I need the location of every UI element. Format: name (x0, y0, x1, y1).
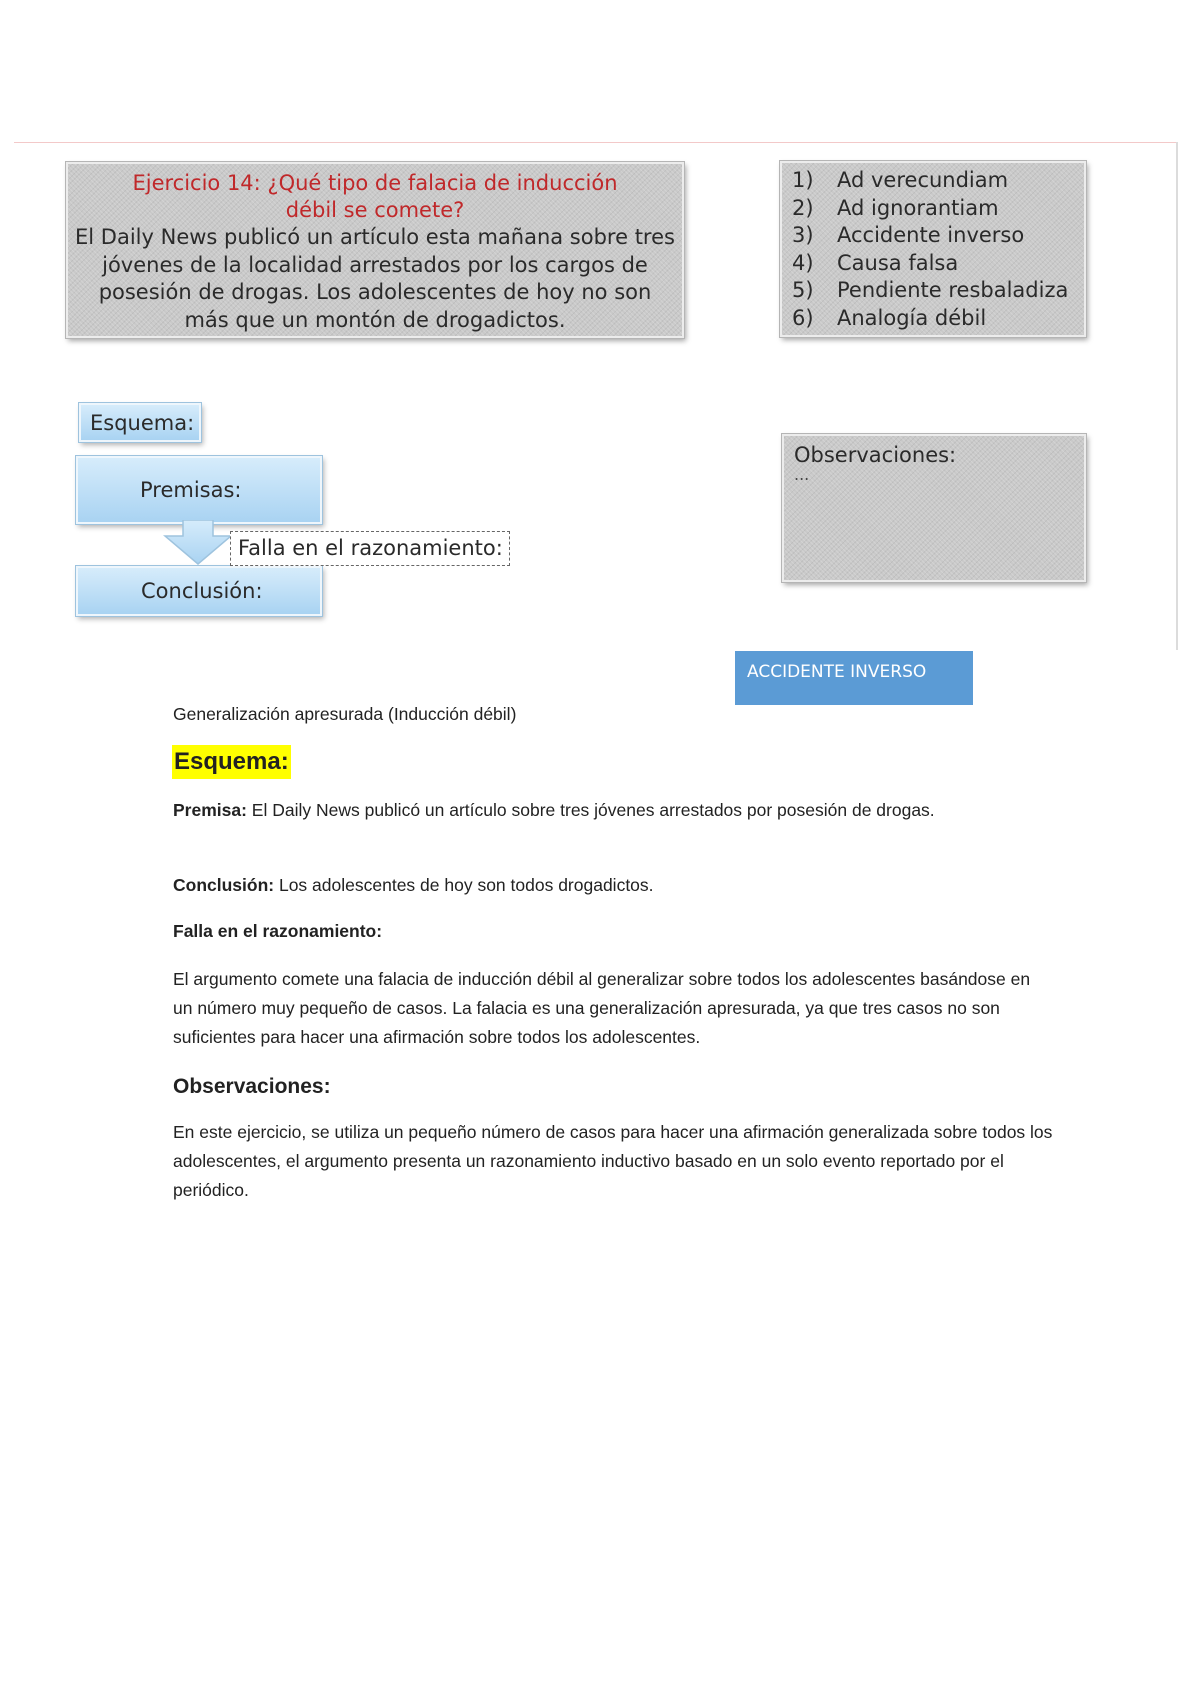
falla-heading: Falla en el razonamiento: (173, 921, 383, 941)
esquema-heading: Esquema: (172, 745, 291, 779)
observaciones-label: Observaciones: (794, 443, 957, 467)
observaciones-paragraph: En este ejercicio, se utiliza un pequeño número de casos para hacer una afirmación generalizada sobre todos los adolescentes, el argumento presenta un razonamiento inductivo basado en un solo evento reportado por el periódico. (173, 1122, 1053, 1200)
options-box (780, 161, 1086, 337)
falla-box: Falla en el razonamiento: (230, 531, 510, 566)
option-number: 6) (792, 305, 814, 330)
option-number: 1) (792, 168, 814, 192)
option-number: 3) (792, 223, 814, 247)
exercise-box (66, 162, 684, 338)
conclusion-text: Los adolescentes de hoy son todos drogadictos. (274, 875, 654, 895)
premisa-text: El Daily News publicó un artículo sobre tres jóvenes arrestados por posesión de drogas. (246, 800, 935, 820)
option-label: Pendiente resbaladiza (837, 278, 1069, 302)
solution-subtitle: Generalización apresurada (Inducción débil) (173, 704, 517, 724)
option-item (792, 222, 1084, 250)
option-label: Causa falsa (837, 250, 959, 275)
option-item (792, 250, 1084, 278)
conclusion-paragraph (173, 871, 1053, 900)
observaciones-content: ... (794, 465, 810, 484)
falla-paragraph: El argumento comete una falacia de inducción débil al generalizar sobre todos los adolescentes basándose en un número muy pequeño de casos. La falacia es una generalización apresurada, ya que tres casos no son suficientes para hacer una afirmación sobre todos los adolescentes. (173, 969, 1031, 1047)
option-label: Accidente inverso (837, 223, 1025, 247)
exercise-text: El Daily News publicó un artículo esta mañana sobre tres jóvenes de la localidad arrestados por los cargos de posesión de drogas. Los adolescentes de hoy no son más que un montón de drogadictos. (75, 225, 675, 332)
option-number: 5) (792, 278, 814, 302)
option-item (792, 167, 1084, 195)
option-label: Ad verecundiam (837, 168, 1009, 192)
option-label: Analogía débil (837, 305, 987, 330)
option-label: Ad ignorantiam (837, 195, 999, 220)
down-arrow-icon (163, 520, 233, 566)
option-number: 4) (792, 250, 814, 275)
option-item (792, 277, 1084, 305)
premisa-paragraph (173, 796, 1053, 825)
option-number: 2) (792, 195, 814, 220)
page-edge-top (14, 142, 1176, 143)
observaciones-heading: Observaciones: (173, 1075, 331, 1098)
page-edge-right (1176, 142, 1178, 650)
option-item (792, 305, 1084, 333)
premisa-label: Premisa: (173, 800, 247, 820)
conclusion-box: Conclusión: (76, 566, 322, 616)
answer-box: ACCIDENTE INVERSO (735, 651, 973, 705)
premisas-box: Premisas: (76, 456, 322, 524)
conclusion-label: Conclusión: (173, 875, 275, 895)
observaciones-box (782, 434, 1086, 582)
exercise-title: Ejercicio 14: ¿Qué tipo de falacia de inducción débil se cometе? (132, 171, 618, 222)
esquema-chip: Esquema: (79, 403, 201, 442)
option-item (792, 195, 1084, 223)
